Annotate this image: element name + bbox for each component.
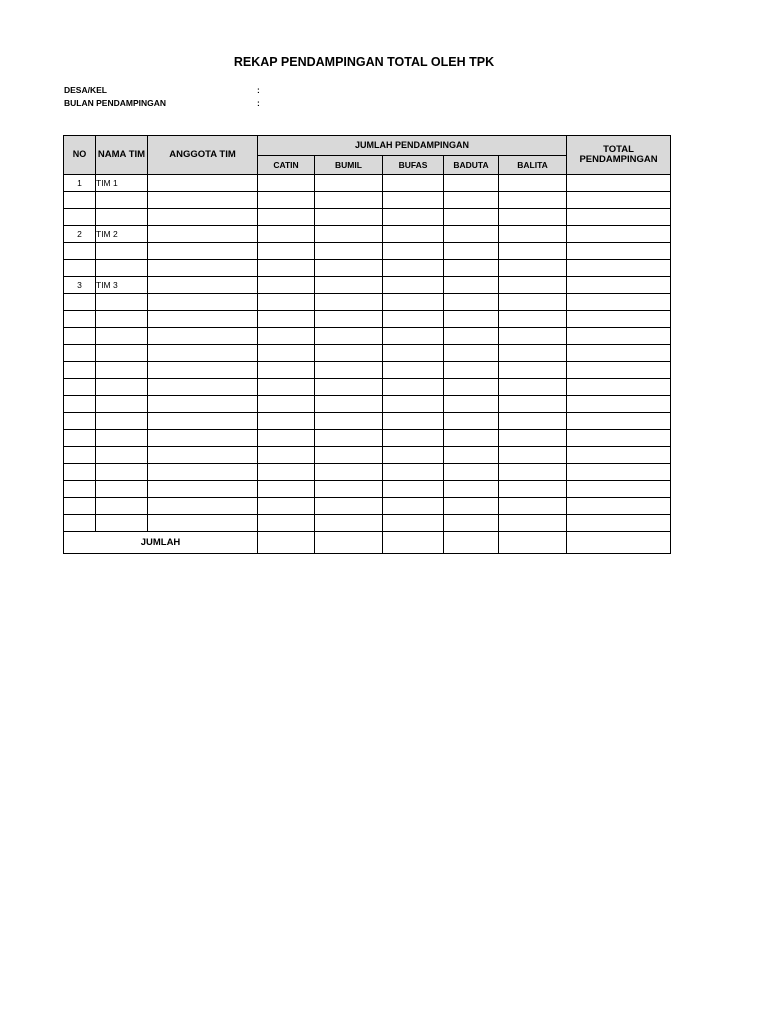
no-cell xyxy=(64,209,96,226)
baduta-cell[interactable] xyxy=(444,345,499,362)
balita-cell[interactable] xyxy=(499,396,567,413)
total-cell[interactable] xyxy=(567,175,671,192)
bumil-cell[interactable] xyxy=(315,226,383,243)
catin-cell[interactable] xyxy=(258,447,315,464)
header-anggota-tim: ANGGOTA TIM xyxy=(148,136,258,175)
total-cell[interactable] xyxy=(567,481,671,498)
table-row xyxy=(64,396,671,413)
nama-tim-cell xyxy=(96,379,148,396)
nama-tim-cell xyxy=(96,413,148,430)
baduta-cell[interactable] xyxy=(444,243,499,260)
balita-cell[interactable] xyxy=(499,243,567,260)
total-cell[interactable] xyxy=(567,413,671,430)
nama-tim-cell xyxy=(96,345,148,362)
jumlah-balita-cell[interactable] xyxy=(499,532,567,554)
nama-tim-cell xyxy=(96,515,148,532)
bumil-cell[interactable] xyxy=(315,481,383,498)
baduta-cell[interactable] xyxy=(444,175,499,192)
catin-cell[interactable] xyxy=(258,396,315,413)
balita-cell[interactable] xyxy=(499,515,567,532)
header-jumlah-pendampingan: JUMLAH PENDAMPINGAN xyxy=(258,136,567,156)
bufas-cell[interactable] xyxy=(383,481,444,498)
baduta-cell[interactable] xyxy=(444,447,499,464)
no-cell xyxy=(64,447,96,464)
baduta-cell[interactable] xyxy=(444,413,499,430)
anggota-tim-cell[interactable] xyxy=(148,294,258,311)
balita-cell[interactable] xyxy=(499,209,567,226)
catin-cell[interactable] xyxy=(258,413,315,430)
total-cell[interactable] xyxy=(567,226,671,243)
nama-tim-cell xyxy=(96,464,148,481)
field-separator: : xyxy=(257,85,260,95)
no-cell: 2 xyxy=(64,226,96,243)
total-cell[interactable] xyxy=(567,498,671,515)
nama-tim-cell xyxy=(96,447,148,464)
catin-cell[interactable] xyxy=(258,277,315,294)
total-cell[interactable] xyxy=(567,192,671,209)
anggota-tim-cell[interactable] xyxy=(148,345,258,362)
bumil-cell[interactable] xyxy=(315,515,383,532)
balita-cell[interactable] xyxy=(499,447,567,464)
field-label: BULAN PENDAMPINGAN xyxy=(64,98,166,108)
table-row xyxy=(64,481,671,498)
total-cell[interactable] xyxy=(567,362,671,379)
anggota-tim-cell[interactable] xyxy=(148,515,258,532)
bumil-cell[interactable] xyxy=(315,430,383,447)
anggota-tim-cell[interactable] xyxy=(148,396,258,413)
nama-tim-cell xyxy=(96,311,148,328)
table-row xyxy=(64,447,671,464)
baduta-cell[interactable] xyxy=(444,311,499,328)
bufas-cell[interactable] xyxy=(383,311,444,328)
balita-cell[interactable] xyxy=(499,498,567,515)
no-cell xyxy=(64,311,96,328)
table-row xyxy=(64,345,671,362)
table-row xyxy=(64,294,671,311)
nama-tim-cell xyxy=(96,260,148,277)
nama-tim-cell xyxy=(96,498,148,515)
balita-cell[interactable] xyxy=(499,260,567,277)
bufas-cell[interactable] xyxy=(383,396,444,413)
no-cell xyxy=(64,430,96,447)
table-row xyxy=(64,430,671,447)
no-cell xyxy=(64,413,96,430)
bufas-cell[interactable] xyxy=(383,243,444,260)
nama-tim-cell xyxy=(96,243,148,260)
no-cell xyxy=(64,515,96,532)
bumil-cell[interactable] xyxy=(315,294,383,311)
anggota-tim-cell[interactable] xyxy=(148,192,258,209)
catin-cell[interactable] xyxy=(258,311,315,328)
total-cell[interactable] xyxy=(567,260,671,277)
anggota-tim-cell[interactable] xyxy=(148,447,258,464)
anggota-tim-cell[interactable] xyxy=(148,481,258,498)
total-cell[interactable] xyxy=(567,430,671,447)
anggota-tim-cell[interactable] xyxy=(148,226,258,243)
table-row xyxy=(64,413,671,430)
anggota-tim-cell[interactable] xyxy=(148,243,258,260)
baduta-cell[interactable] xyxy=(444,379,499,396)
nama-tim-cell xyxy=(96,328,148,345)
total-cell[interactable] xyxy=(567,447,671,464)
catin-cell[interactable] xyxy=(258,209,315,226)
balita-cell[interactable] xyxy=(499,294,567,311)
bufas-cell[interactable] xyxy=(383,328,444,345)
anggota-tim-cell[interactable] xyxy=(148,362,258,379)
baduta-cell[interactable] xyxy=(444,294,499,311)
subheader-balita: BALITA xyxy=(499,156,567,175)
bufas-cell[interactable] xyxy=(383,498,444,515)
nama-tim-cell xyxy=(96,396,148,413)
catin-cell[interactable] xyxy=(258,260,315,277)
header-no: NO xyxy=(64,136,96,175)
bumil-cell[interactable] xyxy=(315,379,383,396)
no-cell xyxy=(64,192,96,209)
table-row xyxy=(64,464,671,481)
bufas-cell[interactable] xyxy=(383,226,444,243)
bumil-cell[interactable] xyxy=(315,209,383,226)
table-row xyxy=(64,498,671,515)
balita-cell[interactable] xyxy=(499,362,567,379)
table-row xyxy=(64,192,671,209)
no-cell xyxy=(64,481,96,498)
table-row xyxy=(64,175,671,192)
nama-tim-cell: TIM 1 xyxy=(96,175,148,192)
anggota-tim-cell[interactable] xyxy=(148,311,258,328)
no-cell xyxy=(64,362,96,379)
field-desa-kel xyxy=(64,85,260,95)
catin-cell[interactable] xyxy=(258,294,315,311)
catin-cell[interactable] xyxy=(258,362,315,379)
table-row xyxy=(64,226,671,243)
no-cell xyxy=(64,464,96,481)
baduta-cell[interactable] xyxy=(444,396,499,413)
bumil-cell[interactable] xyxy=(315,277,383,294)
jumlah-bufas-cell[interactable] xyxy=(383,532,444,554)
balita-cell[interactable] xyxy=(499,277,567,294)
baduta-cell[interactable] xyxy=(444,277,499,294)
table-body xyxy=(64,175,671,532)
no-cell: 1 xyxy=(64,175,96,192)
total-cell[interactable] xyxy=(567,328,671,345)
balita-cell[interactable] xyxy=(499,481,567,498)
table-row xyxy=(64,328,671,345)
no-cell xyxy=(64,328,96,345)
field-label: DESA/KEL xyxy=(64,85,107,95)
baduta-cell[interactable] xyxy=(444,430,499,447)
total-cell[interactable] xyxy=(567,294,671,311)
nama-tim-cell xyxy=(96,209,148,226)
bufas-cell[interactable] xyxy=(383,294,444,311)
anggota-tim-cell[interactable] xyxy=(148,464,258,481)
catin-cell[interactable] xyxy=(258,464,315,481)
rekap-table xyxy=(63,135,671,554)
total-cell[interactable] xyxy=(567,396,671,413)
field-separator: : xyxy=(257,98,260,108)
jumlah-total-cell[interactable] xyxy=(567,532,671,554)
anggota-tim-cell[interactable] xyxy=(148,430,258,447)
total-cell[interactable] xyxy=(567,311,671,328)
bumil-cell[interactable] xyxy=(315,192,383,209)
bumil-cell[interactable] xyxy=(315,447,383,464)
balita-cell[interactable] xyxy=(499,345,567,362)
balita-cell[interactable] xyxy=(499,311,567,328)
total-cell[interactable] xyxy=(567,243,671,260)
jumlah-label: JUMLAH xyxy=(64,532,258,554)
bumil-cell[interactable] xyxy=(315,328,383,345)
catin-cell[interactable] xyxy=(258,481,315,498)
balita-cell[interactable] xyxy=(499,226,567,243)
catin-cell[interactable] xyxy=(258,226,315,243)
table-row xyxy=(64,379,671,396)
catin-cell[interactable] xyxy=(258,345,315,362)
baduta-cell[interactable] xyxy=(444,260,499,277)
catin-cell[interactable] xyxy=(258,430,315,447)
bumil-cell[interactable] xyxy=(315,396,383,413)
catin-cell[interactable] xyxy=(258,243,315,260)
anggota-tim-cell[interactable] xyxy=(148,175,258,192)
table-row xyxy=(64,515,671,532)
nama-tim-cell xyxy=(96,294,148,311)
bufas-cell[interactable] xyxy=(383,277,444,294)
bufas-cell[interactable] xyxy=(383,413,444,430)
nama-tim-cell xyxy=(96,481,148,498)
baduta-cell[interactable] xyxy=(444,328,499,345)
bufas-cell[interactable] xyxy=(383,464,444,481)
total-cell[interactable] xyxy=(567,345,671,362)
subheader-bufas: BUFAS xyxy=(383,156,444,175)
table-row xyxy=(64,277,671,294)
bufas-cell[interactable] xyxy=(383,362,444,379)
total-cell[interactable] xyxy=(567,209,671,226)
anggota-tim-cell[interactable] xyxy=(148,209,258,226)
balita-cell[interactable] xyxy=(499,430,567,447)
baduta-cell[interactable] xyxy=(444,464,499,481)
nama-tim-cell: TIM 2 xyxy=(96,226,148,243)
nama-tim-cell xyxy=(96,430,148,447)
table-row xyxy=(64,362,671,379)
bumil-cell[interactable] xyxy=(315,362,383,379)
total-cell[interactable] xyxy=(567,515,671,532)
bumil-cell[interactable] xyxy=(315,498,383,515)
anggota-tim-cell[interactable] xyxy=(148,277,258,294)
baduta-cell[interactable] xyxy=(444,192,499,209)
jumlah-catin-cell[interactable] xyxy=(258,532,315,554)
balita-cell[interactable] xyxy=(499,379,567,396)
catin-cell[interactable] xyxy=(258,328,315,345)
no-cell: 3 xyxy=(64,277,96,294)
bumil-cell[interactable] xyxy=(315,175,383,192)
total-cell[interactable] xyxy=(567,464,671,481)
balita-cell[interactable] xyxy=(499,328,567,345)
document-title: REKAP PENDAMPINGAN TOTAL OLEH TPK xyxy=(233,55,495,69)
subheader-baduta: BADUTA xyxy=(444,156,499,175)
subheader-bumil: BUMIL xyxy=(315,156,383,175)
anggota-tim-cell[interactable] xyxy=(148,379,258,396)
no-cell xyxy=(64,243,96,260)
bufas-cell[interactable] xyxy=(383,175,444,192)
no-cell xyxy=(64,379,96,396)
baduta-cell[interactable] xyxy=(444,481,499,498)
bumil-cell[interactable] xyxy=(315,413,383,430)
bufas-cell[interactable] xyxy=(383,447,444,464)
baduta-cell[interactable] xyxy=(444,209,499,226)
bufas-cell[interactable] xyxy=(383,192,444,209)
no-cell xyxy=(64,396,96,413)
subheader-catin: CATIN xyxy=(258,156,315,175)
anggota-tim-cell[interactable] xyxy=(148,328,258,345)
bufas-cell[interactable] xyxy=(383,260,444,277)
baduta-cell[interactable] xyxy=(444,515,499,532)
field-bulan-pendampingan xyxy=(64,98,260,108)
table-row xyxy=(64,311,671,328)
bumil-cell[interactable] xyxy=(315,260,383,277)
no-cell xyxy=(64,498,96,515)
nama-tim-cell: TIM 3 xyxy=(96,277,148,294)
no-cell xyxy=(64,345,96,362)
nama-tim-cell xyxy=(96,362,148,379)
anggota-tim-cell[interactable] xyxy=(148,413,258,430)
balita-cell[interactable] xyxy=(499,464,567,481)
total-cell[interactable] xyxy=(567,379,671,396)
catin-cell[interactable] xyxy=(258,379,315,396)
nama-tim-cell xyxy=(96,192,148,209)
jumlah-row xyxy=(64,532,671,554)
balita-cell[interactable] xyxy=(499,192,567,209)
bufas-cell[interactable] xyxy=(383,209,444,226)
baduta-cell[interactable] xyxy=(444,498,499,515)
anggota-tim-cell[interactable] xyxy=(148,498,258,515)
header-total-pendampingan: TOTAL PENDAMPINGAN xyxy=(567,136,671,175)
anggota-tim-cell[interactable] xyxy=(148,260,258,277)
baduta-cell[interactable] xyxy=(444,362,499,379)
catin-cell[interactable] xyxy=(258,192,315,209)
bufas-cell[interactable] xyxy=(383,345,444,362)
jumlah-bumil-cell[interactable] xyxy=(315,532,383,554)
balita-cell[interactable] xyxy=(499,175,567,192)
no-cell xyxy=(64,294,96,311)
baduta-cell[interactable] xyxy=(444,226,499,243)
jumlah-baduta-cell[interactable] xyxy=(444,532,499,554)
bufas-cell[interactable] xyxy=(383,379,444,396)
bumil-cell[interactable] xyxy=(315,311,383,328)
catin-cell[interactable] xyxy=(258,515,315,532)
table-row xyxy=(64,243,671,260)
bumil-cell[interactable] xyxy=(315,243,383,260)
bufas-cell[interactable] xyxy=(383,430,444,447)
bufas-cell[interactable] xyxy=(383,515,444,532)
bumil-cell[interactable] xyxy=(315,345,383,362)
no-cell xyxy=(64,260,96,277)
table-row xyxy=(64,209,671,226)
catin-cell[interactable] xyxy=(258,175,315,192)
balita-cell[interactable] xyxy=(499,413,567,430)
bumil-cell[interactable] xyxy=(315,464,383,481)
header-nama-tim: NAMA TIM xyxy=(96,136,148,175)
table-row xyxy=(64,260,671,277)
total-cell[interactable] xyxy=(567,277,671,294)
catin-cell[interactable] xyxy=(258,498,315,515)
